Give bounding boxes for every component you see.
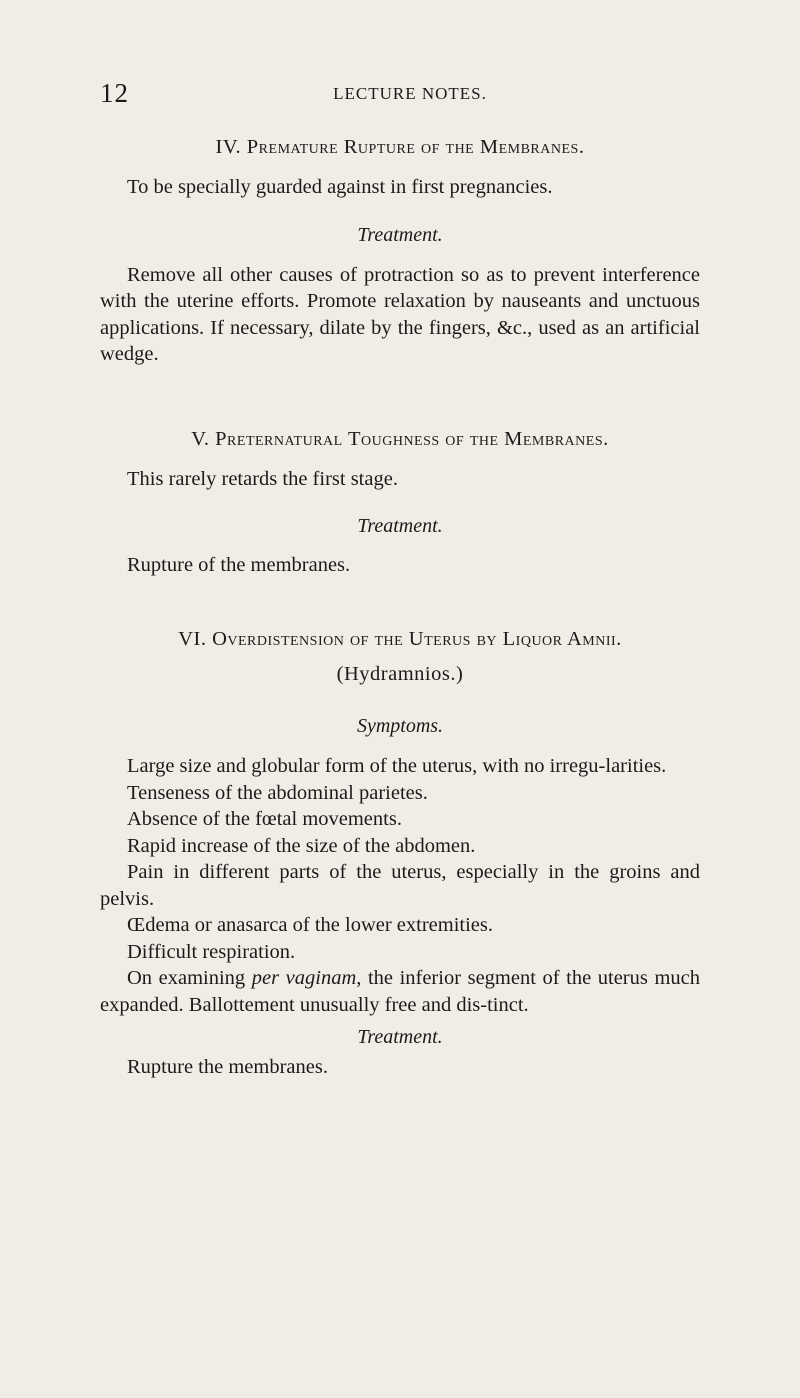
section-vi-treatment-text: Rupture the membranes. — [127, 1056, 328, 1078]
examination-prefix: On examining — [127, 967, 252, 989]
symptom-item: Large size and globular form of the uterus, with no irregu-larities. — [127, 755, 667, 777]
section-iv-title: Premature Rupture of the Membranes. — [246, 136, 585, 158]
running-head: LECTURE NOTES. — [333, 84, 487, 103]
section-vi-title: Overdistension of the Uterus by Liquor Amnii. — [212, 628, 622, 650]
section-v-intro: This rarely retards the first stage. — [127, 468, 398, 490]
examination-rest: , the inferior segment of the uterus much expanded. Ballottement unusually free and dis-tinct. — [100, 967, 700, 1016]
examination-italic: per vaginam — [251, 967, 357, 989]
symptoms-list — [100, 753, 700, 1018]
section-iv-intro: To be specially guarded against in first pregnancies. — [127, 176, 553, 198]
symptom-item: Tenseness of the abdominal parietes. — [127, 781, 428, 804]
section-vi-heading — [100, 626, 700, 652]
section-iv-treatment-text: Remove all other causes of protraction so as to prevent interference with the uterine efforts. Promote relaxation by nauseants and unctuous applications. If necessary, dilate by the fingers, &c., used as an artificial wedge. — [100, 263, 700, 365]
section-iv — [100, 134, 700, 368]
section-vi-treatment-label: Treatment. — [357, 1026, 443, 1048]
section-vi-subtitle: (Hydramnios.) — [336, 663, 464, 685]
section-iv-treatment-label: Treatment. — [357, 223, 443, 246]
section-v-title: Preternatural Toughness of the Membranes. — [215, 428, 609, 450]
section-vi-numeral: VI. — [178, 628, 207, 650]
symptom-item: Œdema or anasarca of the lower extremities. — [127, 914, 493, 936]
section-vi-symptoms-label: Symptoms. — [356, 715, 444, 737]
page-number: 12 — [100, 78, 129, 108]
section-v-numeral: V. — [191, 428, 210, 450]
section-iv-heading — [100, 134, 700, 160]
symptom-item: Rapid increase of the size of the abdomen. — [127, 834, 476, 857]
examination-paragraph — [100, 965, 700, 1018]
section-vi — [100, 626, 700, 1081]
symptom-item: Difficult respiration. — [127, 940, 296, 963]
section-v-heading — [100, 426, 700, 452]
page-header — [100, 78, 720, 108]
section-v-treatment-label: Treatment. — [357, 514, 443, 537]
section-iv-numeral: IV. — [215, 136, 242, 158]
section-v-treatment-text: Rupture of the membranes. — [127, 553, 351, 576]
section-v — [100, 426, 700, 578]
symptom-item: Pain in different parts of the uterus, especially in the groins and pelvis. — [100, 861, 700, 910]
symptom-item: Absence of the fœtal movements. — [127, 808, 402, 830]
